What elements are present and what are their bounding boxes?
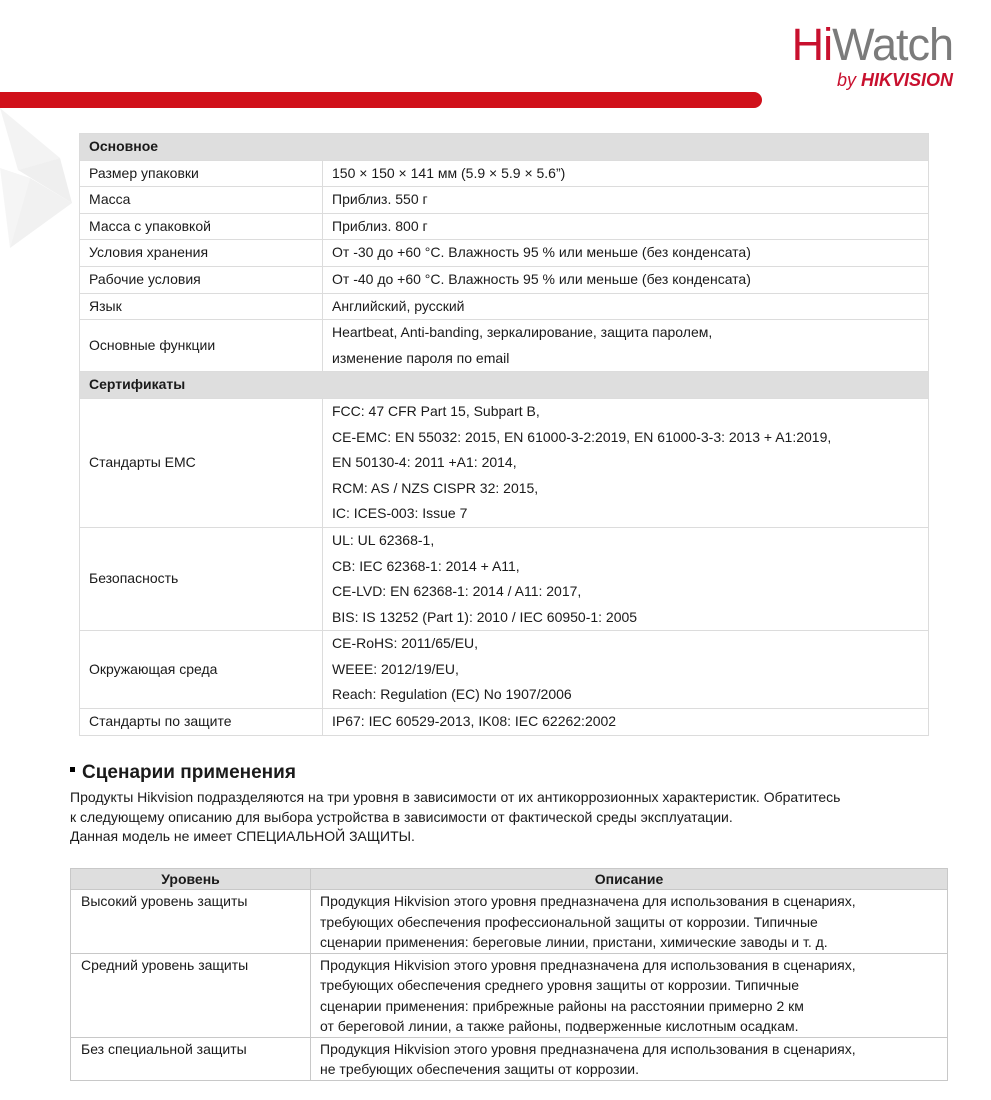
spec-value-line: IC: ICES-003: Issue 7 — [332, 505, 468, 522]
table-row — [80, 398, 929, 527]
spec-value-line: От -30 до +60 °C. Влажность 95 % или меньше (без конденсата) — [332, 244, 751, 261]
spec-key: Окружающая среда — [80, 631, 323, 709]
description-line: Продукция Hikvision этого уровня предназначена для использования в сценариях, — [320, 1040, 856, 1057]
level-description — [311, 1037, 948, 1080]
spec-value — [323, 293, 929, 320]
section-title: Основное — [80, 134, 929, 161]
description-line: Продукция Hikvision этого уровня предназначена для использования в сценариях, — [320, 893, 856, 909]
spec-value-line: CB: IEC 62368-1: 2014 + A11, — [332, 557, 520, 574]
spec-value — [323, 398, 929, 527]
spec-key: Безопасность — [80, 527, 323, 630]
spec-value-line: Английский, русский — [332, 297, 465, 314]
table-row — [71, 890, 948, 954]
table-row — [80, 266, 929, 293]
spec-key: Рабочие условия — [80, 266, 323, 293]
spec-value — [323, 631, 929, 709]
bullet-square-icon — [70, 767, 75, 772]
spec-key: Условия хранения — [80, 240, 323, 267]
intro-line: Данная модель не имеет СПЕЦИАЛЬНОЙ ЗАЩИТЫ. — [70, 828, 415, 844]
decorative-shapes — [0, 108, 80, 278]
spec-value — [323, 320, 929, 372]
spec-table — [79, 133, 929, 736]
spec-key: Язык — [80, 293, 323, 320]
table-row — [71, 1037, 948, 1080]
spec-value-line: CE-LVD: EN 62368-1: 2014 / A11: 2017, — [332, 583, 582, 600]
table-row — [80, 709, 929, 736]
level-description — [311, 890, 948, 954]
spec-key: Основные функции — [80, 320, 323, 372]
intro-line: к следующему описанию для выбора устройства в зависимости от фактической среды эксплуатации. — [70, 808, 733, 825]
table-row — [80, 320, 929, 372]
spec-value-line: UL: UL 62368-1, — [332, 531, 435, 548]
section-row — [80, 134, 929, 161]
spec-value — [323, 160, 929, 187]
protection-level-table — [70, 868, 948, 1081]
header-description: Описание — [311, 869, 948, 890]
description-line: сценарии применения: береговые линии, пристани, химические заводы и т. д. — [320, 934, 828, 950]
description-line: требующих обеспечения профессиональной защиты от коррозии. Типичные — [320, 913, 818, 930]
spec-value-line: WEEE: 2012/19/EU, — [332, 660, 459, 677]
level-name: Средний уровень защиты — [71, 953, 311, 1037]
spec-value-line: От -40 до +60 °C. Влажность 95 % или меньше (без конденсата) — [332, 270, 751, 287]
scenarios-heading — [70, 760, 296, 786]
spec-value — [323, 527, 929, 630]
table-header-row — [71, 869, 948, 890]
intro-line: Продукты Hikvision подразделяются на три уровня в зависимости от их антикоррозионных характеристик. Обратитесь — [70, 789, 841, 805]
spec-key: Размер упаковки — [80, 160, 323, 187]
table-row — [80, 240, 929, 267]
spec-value-line: Приблиз. 800 г — [332, 217, 428, 234]
table-row — [80, 293, 929, 320]
spec-value-line: изменение пароля по email — [332, 349, 510, 366]
level-description — [311, 953, 948, 1037]
spec-value-line: Приблиз. 550 г — [332, 191, 428, 208]
table-row — [80, 187, 929, 214]
logo-hi: Hi — [791, 19, 833, 70]
spec-value-line: CE-EMC: EN 55032: 2015, EN 61000-3-2:2019, EN 61000-3-3: 2013 + A1:2019, — [332, 428, 832, 445]
spec-value-line: BIS: IS 13252 (Part 1): 2010 / IEC 60950-1: 2005 — [332, 608, 638, 625]
spec-key: Масса с упаковкой — [80, 213, 323, 240]
logo-wordmark — [791, 19, 953, 70]
spec-value-line: Reach: Regulation (EC) No 1907/2006 — [332, 686, 572, 703]
spec-key: Стандарты по защите — [80, 709, 323, 736]
table-row — [71, 953, 948, 1037]
description-line: требующих обеспечения среднего уровня защиты от коррозии. Типичные — [320, 977, 800, 993]
spec-value-line: EN 50130-4: 2011 +A1: 2014, — [332, 454, 517, 471]
description-line: Продукция Hikvision этого уровня предназначена для использования в сценариях, — [320, 956, 856, 973]
scenarios-title: Сценарии применения — [82, 762, 296, 783]
header-red-bar — [0, 92, 762, 108]
level-name: Высокий уровень защиты — [71, 890, 311, 954]
description-line: сценарии применения: прибрежные районы на расстоянии примерно 2 км — [320, 997, 804, 1014]
logo-by: by — [836, 70, 856, 90]
description-line: от береговой линии, а также районы, подверженные кислотным осадкам. — [320, 1018, 799, 1034]
spec-value-line: 150 × 150 × 141 мм (5.9 × 5.9 × 5.6”) — [332, 164, 566, 181]
description-line: не требующих обеспечения защиты от коррозии. — [320, 1061, 640, 1077]
spec-value — [323, 187, 929, 214]
spec-value — [323, 709, 929, 736]
logo-tagline — [792, 70, 953, 90]
spec-value-line: FCC: 47 CFR Part 15, Subpart B, — [332, 402, 540, 419]
header-level: Уровень — [71, 869, 311, 890]
logo-watch: Watch — [832, 19, 953, 70]
spec-value-line: Heartbeat, Anti-banding, зеркалирование, защита паролем, — [332, 324, 713, 341]
spec-value — [323, 240, 929, 267]
spec-value-line: RCM: AS / NZS CISPR 32: 2015, — [332, 479, 539, 496]
spec-value-line: CE-RoHS: 2011/65/EU, — [332, 635, 479, 652]
table-row — [80, 527, 929, 630]
section-row — [80, 372, 929, 399]
hiwatch-logo — [791, 19, 953, 90]
spec-key: Масса — [80, 187, 323, 214]
spec-value — [323, 213, 929, 240]
spec-value — [323, 266, 929, 293]
spec-key: Стандарты EMC — [80, 398, 323, 527]
scenarios-intro — [70, 788, 930, 847]
table-row — [80, 160, 929, 187]
table-row — [80, 213, 929, 240]
spec-value-line: IP67: IEC 60529-2013, IK08: IEC 62262:2002 — [332, 713, 617, 730]
level-name: Без специальной защиты — [71, 1037, 311, 1080]
section-title: Сертификаты — [80, 372, 929, 399]
table-row — [80, 631, 929, 709]
logo-brand: HIKVISION — [860, 70, 953, 90]
